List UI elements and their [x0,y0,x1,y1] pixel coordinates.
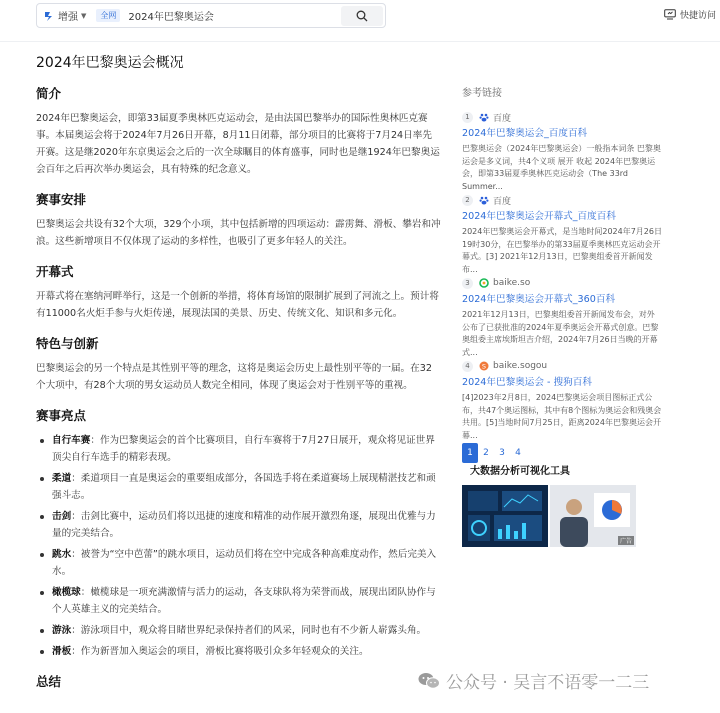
search-box[interactable] [36,3,386,28]
section-title-opening: 开幕式 [36,264,74,279]
ad-title[interactable]: 大数据分析可视化工具 [470,466,570,477]
list-item [36,470,441,504]
reference-item[interactable] [462,360,662,440]
page-button-4[interactable]: 4 [515,448,521,458]
highlight-name: 游泳 [52,625,72,636]
pagination [462,443,662,463]
reference-source-name: baike.so [493,278,531,288]
highlight-name: 跳水 [52,549,72,560]
section-body-schedule: 巴黎奥运会共设有32个大项，329个小项，其中包括新增的四项运动：霹雳舞、滑板、攀岩和冲浪。这些新增项目不仅体现了运动的多样性，也吸引了更多年轻人的关注。 [36,219,441,247]
reference-sidebar [462,84,662,463]
list-item [36,432,441,466]
section-title-summary: 总结 [36,674,62,689]
section-body-opening: 开幕式将在塞纳河畔举行，这是一个创新的举措，将体育场馆的限制扩展到了河流之上。预计将有11000名火炬手参与火炬传递，展现法国的美景、历史、传统文化、知识和多元化。 [36,291,439,319]
sogou-icon [479,361,489,371]
section-body-features: 巴黎奥运会的另一个特点是其性别平等的理念，这将是奥运会历史上最性别平等的一届。在32个大项中，有28个大项的男女运动员人数完全相同，体现了奥运会对于性别平等的重视。 [36,363,432,391]
reference-source [462,194,662,206]
ad-images[interactable] [462,485,646,547]
shortcut-access-button[interactable] [664,8,716,21]
dashboard-thumbnail-icon [462,485,548,547]
top-bar [0,0,720,42]
reference-snippet: 巴黎奥运会（2024年巴黎奥运会）一般指本词条 巴黎奥运会是多义词，共4个义项 展开 收起 2024年巴黎奥运会，即第33届夏季奥林匹克运动会（The 33rd Summer... [462,144,661,191]
reference-source [462,111,662,123]
search-button[interactable] [341,6,383,26]
reference-title-link[interactable]: 2024年巴黎奥运会开幕式_360百科 [462,294,616,305]
highlight-text: ：作为巴黎奥运会的首个比赛项目，自行车赛将于7月27日展开，观众将见证世界顶尖自行车选手的精彩表现。 [52,435,435,463]
list-item [36,508,441,542]
reference-title-link[interactable]: 2024年巴黎奥运会开幕式_百度百科 [462,211,616,222]
page-button-1[interactable]: 1 [462,443,478,463]
wechat-icon [418,672,440,690]
highlight-text: ：作为新晋加入奥运会的项目，滑板比赛将吸引众多年轻观众的关注。 [71,646,369,657]
watermark [418,668,649,693]
reference-number: 4 [462,361,473,372]
reference-source-name: 百度 [493,113,512,124]
reference-number: 2 [462,195,473,206]
search-scope-badge[interactable]: 全网 [96,9,120,22]
shortcut-label: 快捷访问 [679,11,716,21]
reference-item[interactable] [462,277,662,357]
highlight-name: 自行车赛 [52,435,91,446]
highlight-text: ：游泳项目中，观众将目睹世界纪录保持者们的风采，同时也有不少新人崭露头角。 [71,625,427,636]
section-body-intro: 2024年巴黎奥运会，即第33届夏季奥林匹克运动会，是由法国巴黎举办的国际性奥林匹克赛事。本届奥运会将于2024年7月26日开幕，8月11日闭幕，部分项目的比赛将于7月24日率先开赛。这是继2020年东京奥运会之后的一次全球瞩目的体育盛事，同时也是继1924年巴黎奥运会百年之后再次举办奥运会，具有特殊的纪念意义。 [36,113,440,175]
page-button-2[interactable]: 2 [483,448,489,458]
search-mode-dropdown[interactable] [37,4,92,27]
highlight-name: 滑板 [52,646,72,657]
reference-source [462,360,662,372]
reference-source [462,277,662,289]
reference-number: 1 [462,112,473,123]
reference-source-name: 百度 [493,196,512,207]
reference-item[interactable] [462,111,662,191]
highlight-text: ：橄榄球是一项充满激情与活力的运动，各支球队将为荣誉而战，展现出团队协作与个人英雄主义的完美结合。 [52,587,436,615]
list-item [36,643,441,660]
ad-image-person[interactable] [550,485,636,547]
section-title-features: 特色与创新 [36,336,99,351]
reference-snippet: [4]2023年2月8日，2024巴黎奥运会项目图标正式公布，共47个奥运图标，其中有8个图标为奥运会和残奥会共用。[5]当地时间7月25日，距离2024年巴黎奥运会开幕... [462,393,662,440]
list-item [36,546,441,580]
page-button-3[interactable]: 3 [499,448,505,458]
article [36,52,441,698]
search-mode-label: 增强 [58,12,78,23]
reference-heading: 参考链接 [462,88,502,99]
so-icon [479,278,489,288]
reference-title-link[interactable]: 2024年巴黎奥运会_百度百科 [462,128,588,139]
highlight-name: 柔道 [52,473,72,484]
highlight-name: 橄榄球 [52,587,81,598]
highlight-text: ：击剑比赛中，运动员们将以迅捷的速度和精准的动作展开激烈角逐，展现出优雅与力量的完美结合。 [52,511,436,539]
highlight-text: ：被誉为“空中芭蕾”的跳水项目，运动员们将在空中完成各种高难度动作，然后完美入水。 [52,549,437,577]
highlight-text: ：柔道项目一直是奥运会的重要组成部分，各国选手将在柔道赛场上展现精湛技艺和顽强斗志。 [52,473,436,501]
list-item [36,622,441,639]
reference-title-link[interactable]: 2024年巴黎奥运会 - 搜狗百科 [462,377,592,388]
section-title-schedule: 赛事安排 [36,192,87,207]
chevron-down-icon: ▼ [81,11,87,20]
list-item [36,584,441,618]
reference-item[interactable] [462,194,662,274]
section-title-highlights: 赛事亮点 [36,408,87,423]
assistant-logo-icon [43,10,55,22]
highlights-list [36,432,441,660]
ad-card[interactable] [462,462,646,547]
baidu-icon [479,195,489,205]
section-title-intro: 简介 [36,86,62,101]
svg-text:S: S [481,362,487,371]
search-icon [356,10,368,22]
highlight-name: 击剑 [52,511,72,522]
monitor-icon [664,9,676,20]
watermark-text: 公众号 · 吴言不语零一二三 [446,673,650,693]
ad-image-dashboard[interactable] [462,485,548,547]
reference-snippet: 2024年巴黎奥运会开幕式，是当地时间2024年7月26日19时30分，在巴黎举办的第33届夏季奥林匹克运动会开幕式。[3] 2021年12月13日，巴黎奥组委首开新闻发布... [462,227,662,274]
ad-badge: 广告 [619,538,632,545]
page-title: 2024年巴黎奥运会概况 [36,55,184,71]
reference-number: 3 [462,278,473,289]
search-input[interactable]: 2024年巴黎奥运会 [128,12,214,23]
reference-snippet: 2021年12月13日，巴黎奥组委首开新闻发布会，对外公布了已获批准的2024年夏季奥运会开幕式创意。巴黎奥组委主席埃斯坦吉介绍，2024年7月26日当晚的开幕式... [462,310,659,357]
reference-source-name: baike.sogou [493,361,548,371]
baidu-icon [479,112,489,122]
